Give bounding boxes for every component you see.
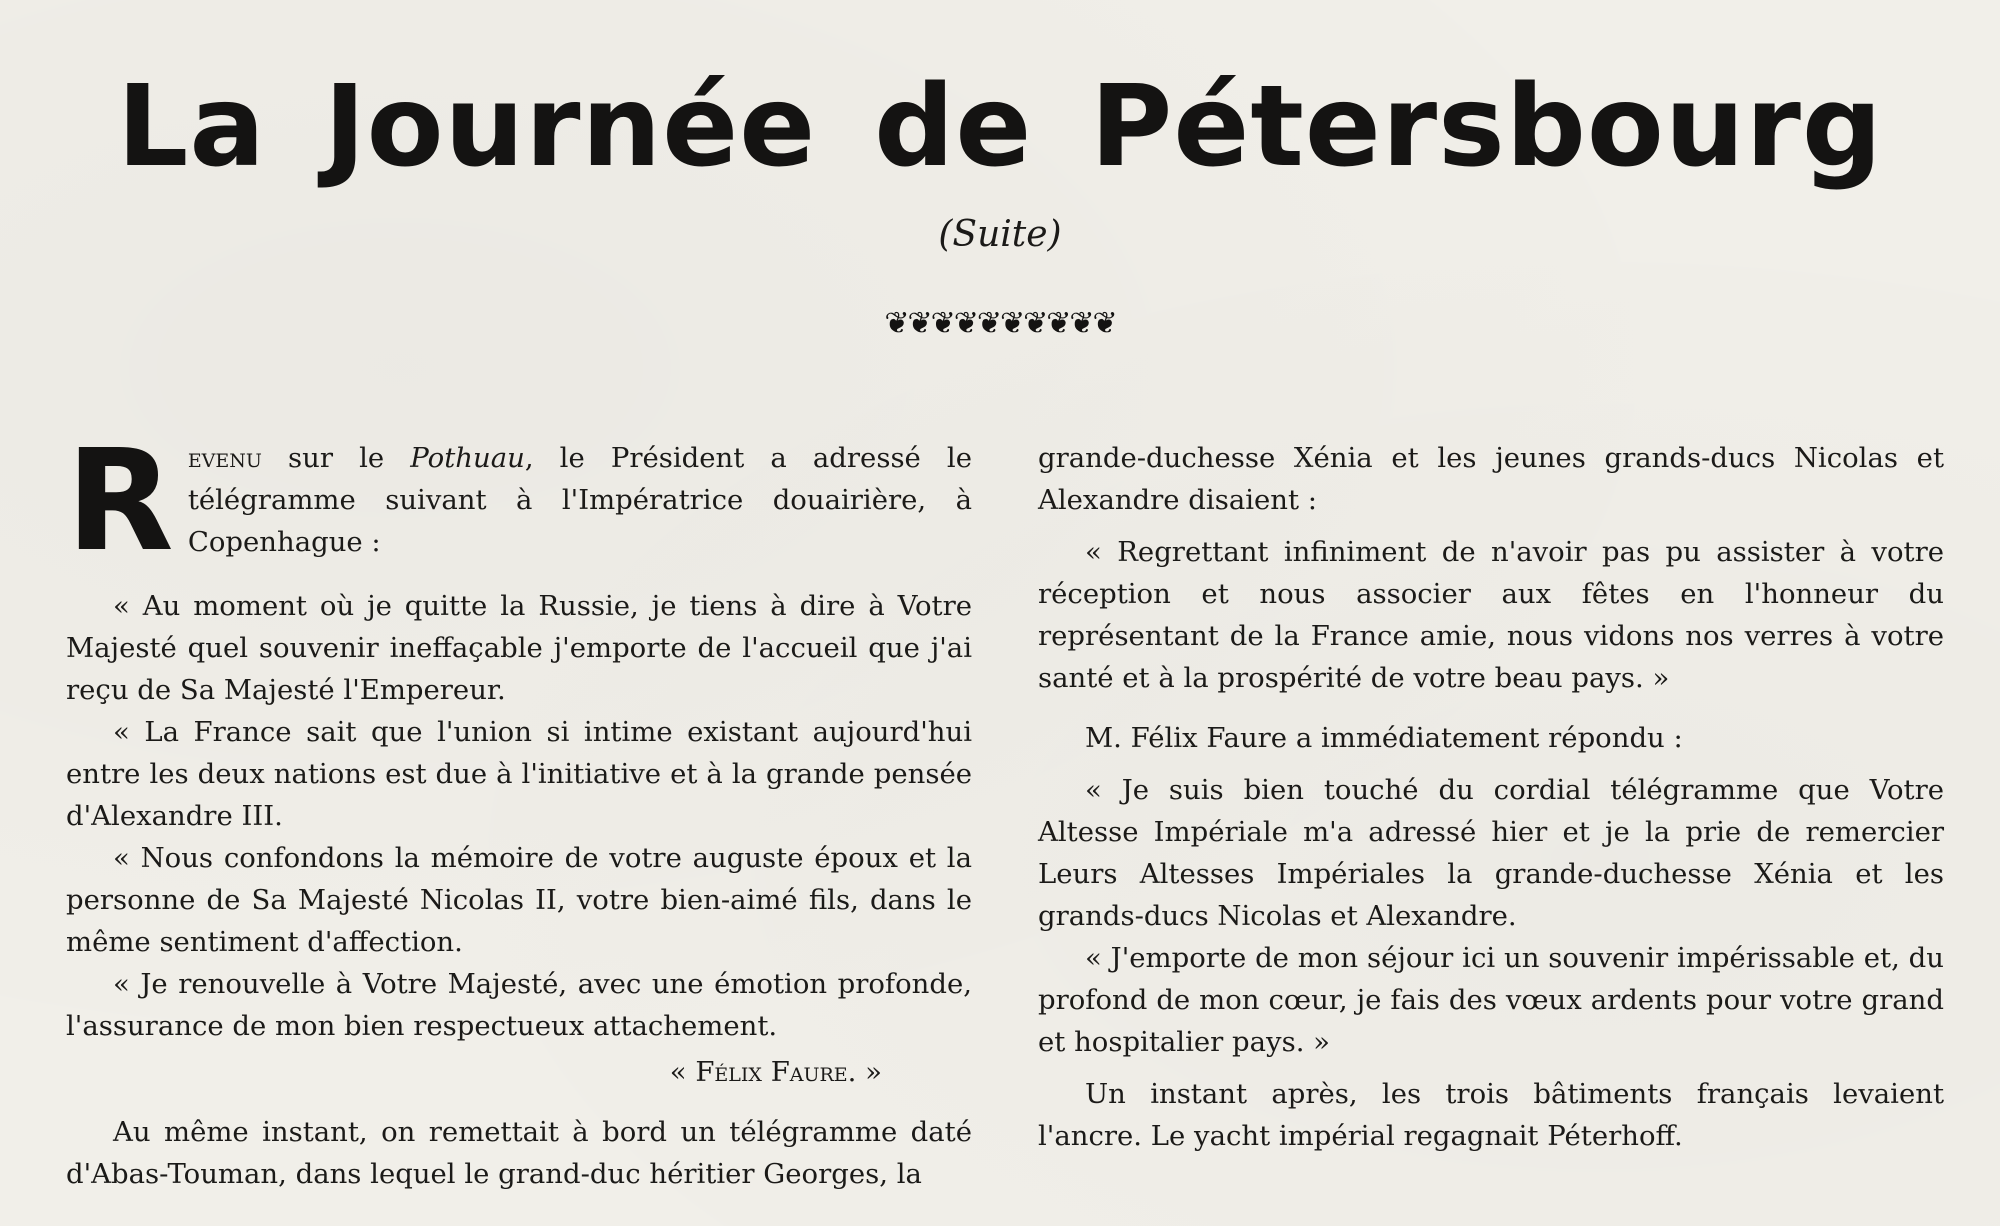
right-column	[1038, 437, 1944, 1157]
intro-text-a: sur le	[261, 442, 411, 474]
paragraph: grande-duchesse Xénia et les jeunes grands-ducs Nicolas et Alexandre disaient :	[1038, 442, 1944, 516]
paragraph: « Nous confondons la mémoire de votre auguste époux et la personne de Sa Majesté Nicolas II, votre bien-aimé fils, dans le même sentiment d'affection.	[66, 842, 972, 958]
paragraph: « Regrettant infiniment de n'avoir pas pu assister à votre réception et nous associer aux fêtes en l'honneur du représentant de la France amie, nous vidons nos verres à votre santé et à la prospérité de votre beau pays. »	[1038, 536, 1944, 694]
drop-cap: R	[66, 420, 174, 583]
paragraph: « Je suis bien touché du cordial télégramme que Votre Altesse Impériale m'a adressé hier et je la prie de remercier Leurs Altesses Impériales la grande-duchesse Xénia et les grands-ducs Nicolas et Alexandre.	[1038, 774, 1944, 932]
paragraph: « Je renouvelle à Votre Majesté, avec une émotion profonde, l'assurance de mon bien respectueux attachement.	[66, 968, 972, 1042]
signature: « Félix Faure. »	[669, 1056, 882, 1088]
paragraph: « J'emporte de mon séjour ici un souvenir impérissable et, du profond de mon cœur, je fais des vœux ardents pour votre grand et hospitalier pays. »	[1038, 942, 1944, 1058]
paragraph: Un instant après, les trois bâtiments français levaient l'ancre. Le yacht impérial regagnait Péterhoff.	[1038, 1078, 1944, 1152]
intro-text-b: , le Président a adressé le télégramme suivant à l'Impératrice douairière, à Copenhague :	[187, 442, 973, 558]
decorative-ornament: ❦❦❦❦❦❦❦❦❦❦	[884, 306, 1116, 341]
paragraph-intro	[66, 420, 973, 583]
paragraph: « La France sait que l'union si intime existant aujourd'hui entre les deux nations est due à l'initiative et à la grande pensée d'Alexandre III.	[66, 716, 972, 832]
paragraph: « Au moment où je quitte la Russie, je tiens à dire à Votre Majesté quel souvenir ineffaçable j'emporte de l'accueil que j'ai reçu de Sa Majesté l'Empereur.	[66, 590, 972, 706]
ship-name: Pothuau	[410, 442, 525, 474]
paragraph: Au même instant, on remettait à bord un télégramme daté d'Abas-Touman, dans lequel le grand-duc héritier Georges, la	[66, 1116, 972, 1190]
paragraph: M. Félix Faure a immédiatement répondu :	[1085, 722, 1683, 754]
left-column	[66, 420, 973, 1195]
intro-smallcaps: evenu	[187, 442, 262, 474]
page-title: La Journée de Pétersbourg	[117, 62, 1883, 192]
page-subtitle: (Suite)	[938, 214, 1062, 255]
